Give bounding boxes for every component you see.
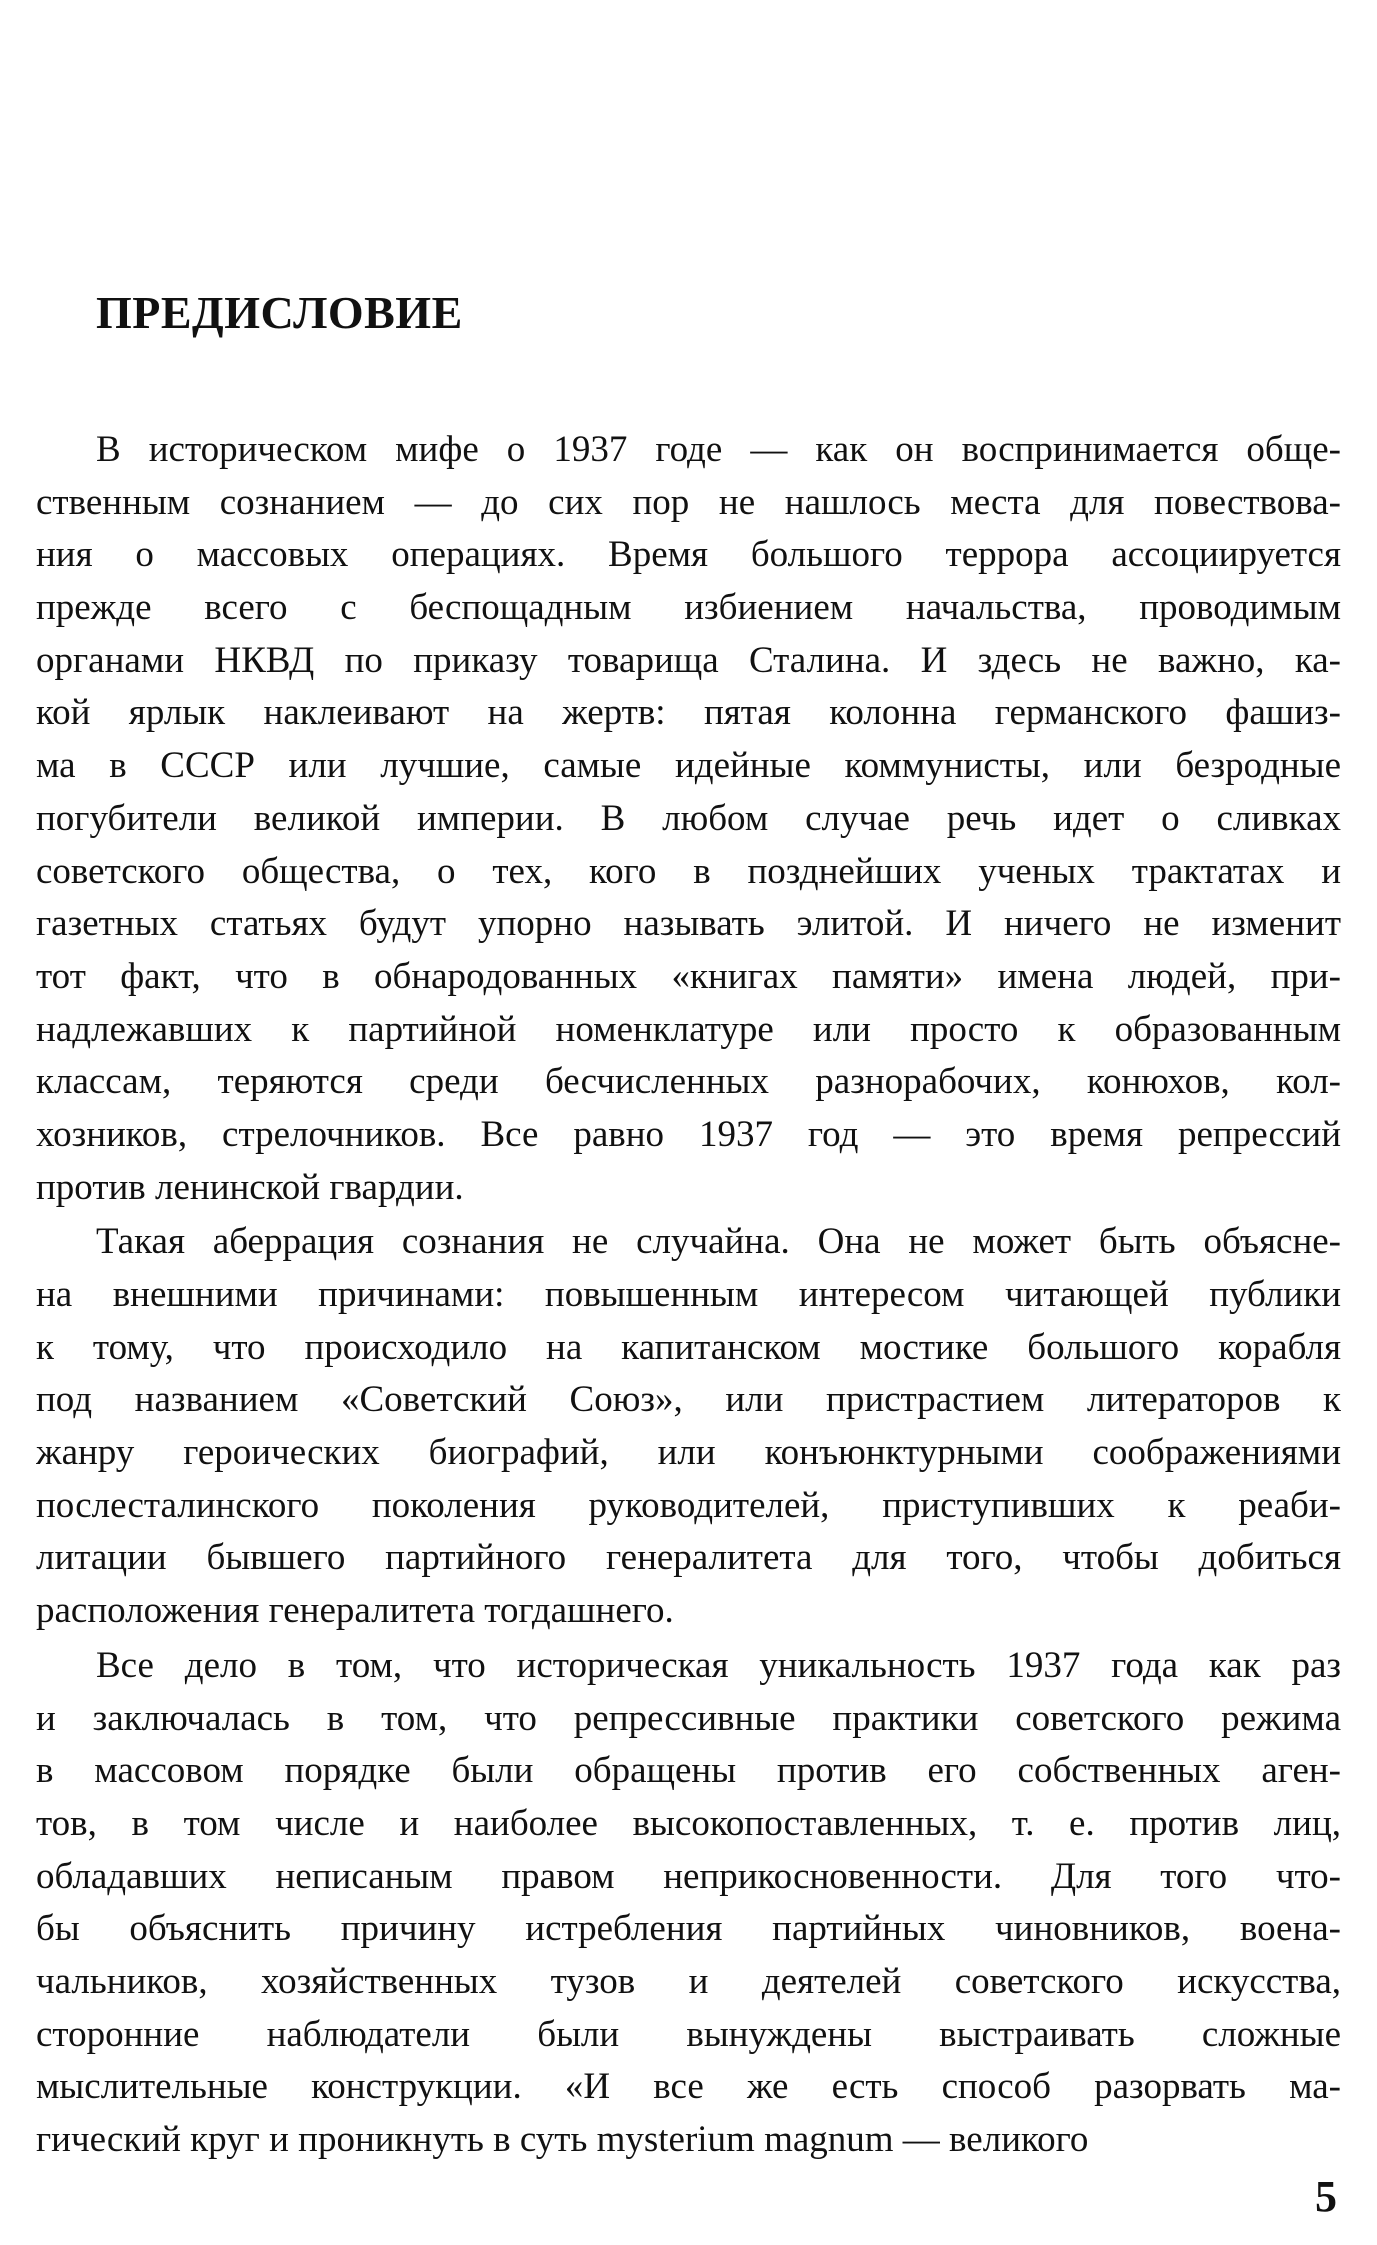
text-line: газетных статьях будут упорно называть элитой. И ничего не изменит [36, 903, 1341, 945]
text-line: кой ярлык наклеивают на жертв: пятая колонна германского фашиз- [36, 692, 1341, 734]
page-number: 5 [1315, 2172, 1337, 2221]
text-line: прежде всего с беспощадным избиением начальства, проводимым [36, 587, 1341, 629]
text-line: тот факт, что в обнародованных «книгах памяти» имена людей, при- [36, 955, 1341, 997]
text-line: ственным сознанием — до сих пор не нашлось места для повествова- [36, 481, 1341, 523]
text-line: послесталинского поколения руководителей, приступивших к реаби- [36, 1484, 1341, 1526]
paragraph [36, 424, 1341, 1214]
text-line: хозников, стрелочников. Все равно 1937 год — это время репрессий [36, 1113, 1341, 1155]
text-line: под названием «Советский Союз», или пристрастием литераторов к [36, 1379, 1341, 1421]
text-line: классам, теряются среди бесчисленных разнорабочих, конюхов, кол- [36, 1061, 1341, 1103]
chapter-title: ПРЕДИСЛОВИЕ [96, 287, 463, 338]
text-line: к тому, что происходило на капитанском мостике большого корабля [36, 1326, 1341, 1368]
text-line: литации бывшего партийного генералитета для того, чтобы добиться [36, 1537, 1341, 1579]
text-line: на внешними причинами: повышенным интересом читающей публики [36, 1274, 1341, 1315]
paragraph [36, 1216, 1341, 1638]
text-line: расположения генералитета тогдашнего. [36, 1590, 674, 1632]
text-line: Такая аберрация сознания не случайна. Она не может быть объясне- [96, 1221, 1341, 1263]
text-line: жанру героических биографий, или конъюнктурными соображениями [36, 1432, 1341, 1474]
text-line: тов, в том числе и наиболее высокопоставленных, т. е. против лиц, [36, 1802, 1341, 1844]
text-line: и заключалась в том, что репрессивные практики советского режима [36, 1697, 1341, 1739]
text-line: органами НКВД по приказу товарища Сталина. И здесь не важно, ка- [36, 639, 1341, 681]
text-line: в массовом порядке были обращены против его собственных аген- [36, 1750, 1341, 1792]
text-line: Все дело в том, что историческая уникальность 1937 года как раз [96, 1644, 1341, 1686]
text-line: сторонние наблюдатели были вынуждены выстраивать сложные [36, 2013, 1341, 2055]
text-line: В историческом мифе о 1937 годе — как он воспринимается обще- [96, 429, 1341, 470]
text-line: чальников, хозяйственных тузов и деятелей советского искусства, [36, 1960, 1341, 2002]
text-line: погубители великой империи. В любом случае речь идет о сливках [36, 797, 1341, 839]
text-line: надлежавших к партийной номенклатуре или просто к образованным [36, 1008, 1341, 1050]
text-line: мыслительные конструкции. «И все же есть способ разорвать ма- [36, 2066, 1341, 2108]
text-line: против ленинской гвардии. [36, 1166, 464, 1208]
text-line: советского общества, о тех, кого в позднейших ученых трактатах и [36, 850, 1341, 892]
body-text [36, 424, 1341, 2169]
text-line: бы объяснить причину истребления партийных чиновников, военa- [36, 1908, 1341, 1950]
text-line: ма в СССР или лучшие, самые идейные коммунисты, или безродные [36, 745, 1341, 787]
text-line: гический круг и проникнуть в суть mysterium magnum — великого [36, 2119, 1089, 2160]
paragraph [36, 1640, 1341, 2167]
text-line: обладавших неписаным правом неприкосновенности. Для того что- [36, 1855, 1341, 1897]
text-line: ния о массовых операциях. Время большого террора ассоциируется [36, 534, 1341, 576]
